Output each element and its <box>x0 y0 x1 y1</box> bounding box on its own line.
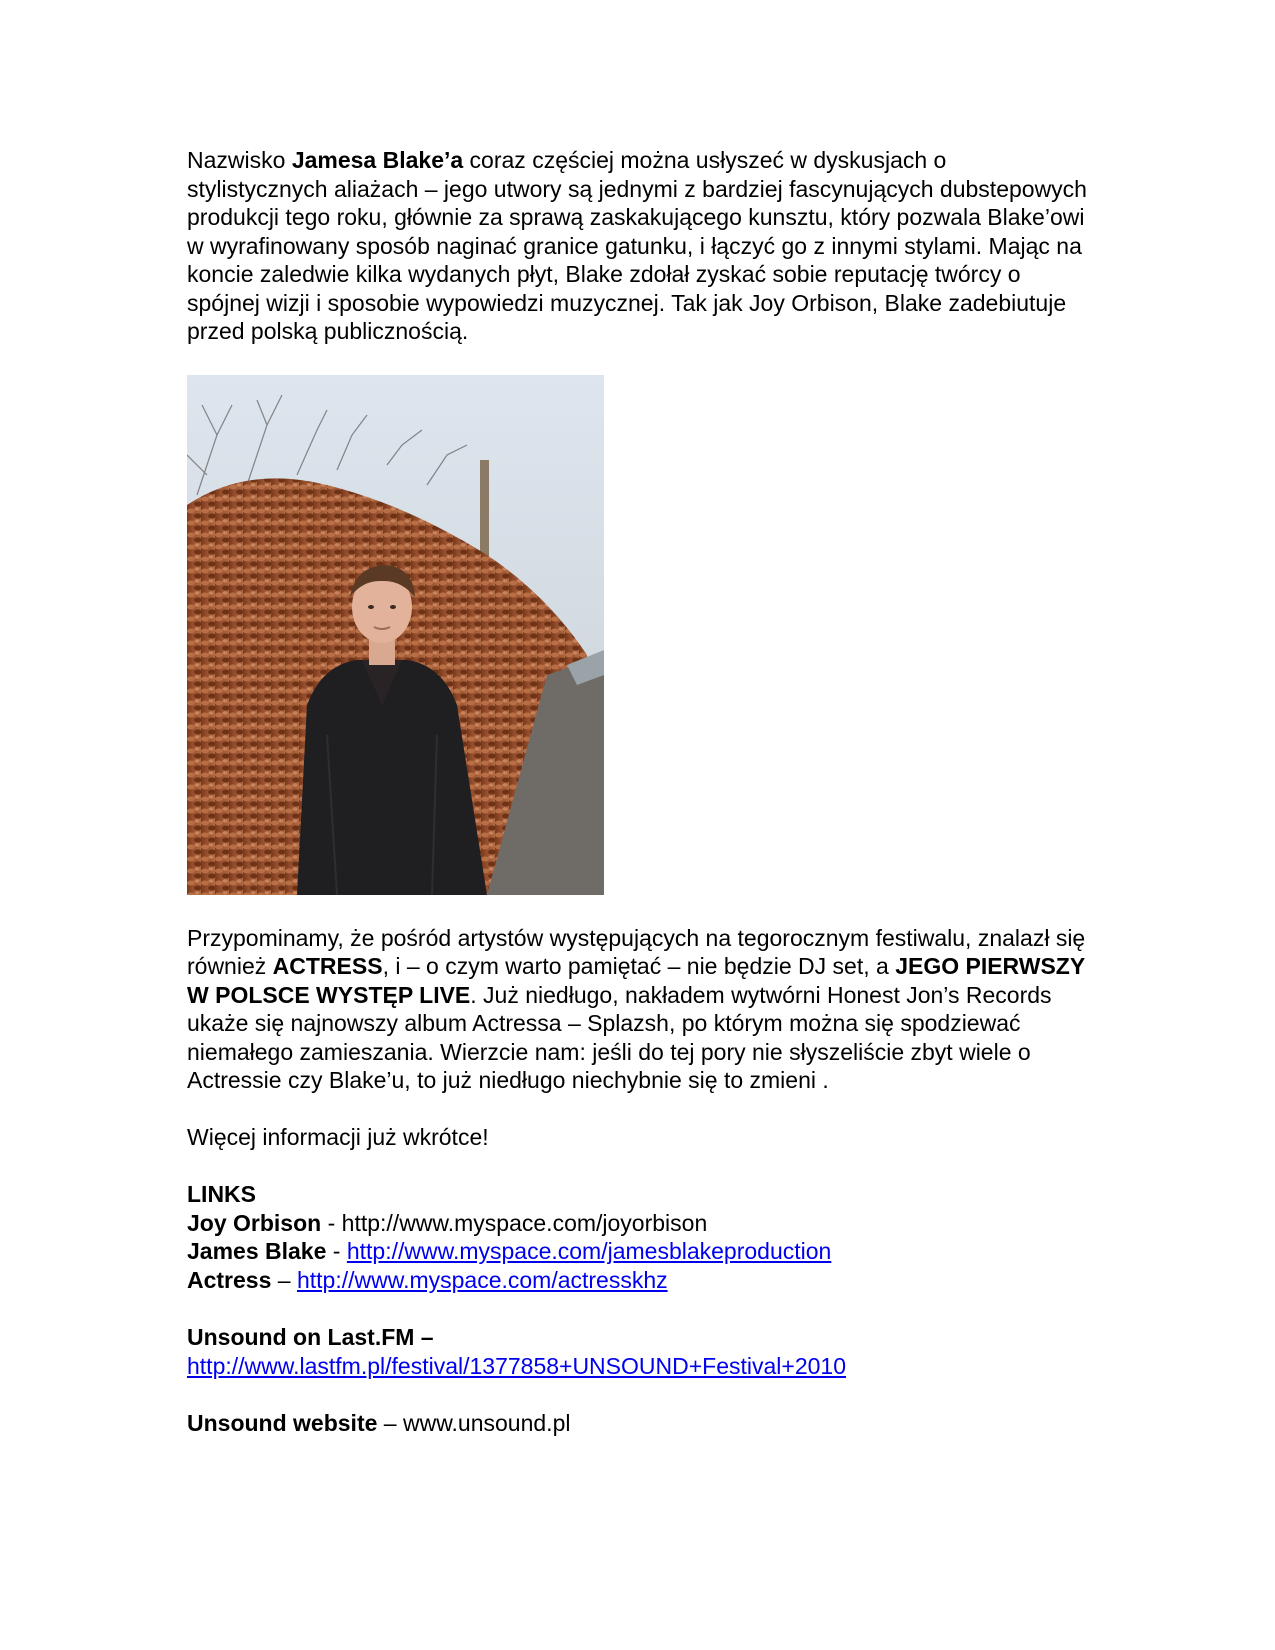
link-separator: – <box>271 1266 297 1293</box>
lastfm-link[interactable]: http://www.lastfm.pl/festival/1377858+UNSOUND+Festival+2010 <box>187 1352 847 1379</box>
link-separator: - <box>326 1238 347 1264</box>
more-info-text: Więcej informacji już wkrótce! <box>187 1123 489 1150</box>
links-heading: LINKS <box>187 1181 256 1207</box>
website-label: Unsound website <box>187 1410 378 1436</box>
link-row-actress <box>187 1266 1087 1295</box>
actress-text-3: . Już niedługo, nakładem wytwórni Honest Jon’s Records ukaże się najnowszy album Actressa – Splazsh, po którym można się spodziewać niemałego zamieszania. Wierzcie nam: jeśli do tej pory nie słyszeliście zbyt wiele o Actressie czy Blake’u, to już niedługo niechybnie się to zmieni . <box>187 981 1052 1093</box>
link-separator: - <box>321 1209 342 1236</box>
link-row-james-blake <box>187 1237 1087 1266</box>
website-row <box>187 1409 1087 1438</box>
website-url: www.unsound.pl <box>402 1410 571 1436</box>
intro-text-1: Nazwisko <box>187 147 292 173</box>
links-section <box>187 1180 1087 1294</box>
actress-text-1: Przypominamy, że pośród artystów występujących na tegorocznym festiwalu, znalazł się również <box>187 924 1086 979</box>
james-blake-link[interactable]: http://www.myspace.com/jamesblakeproduction <box>346 1238 832 1264</box>
lastfm-section <box>187 1323 1087 1380</box>
link-url-plain: http://www.myspace.com/joyorbison <box>341 1209 708 1236</box>
link-name: Actress <box>187 1266 272 1293</box>
link-row-joy-orbison <box>187 1209 1087 1238</box>
actress-paragraph <box>187 924 1087 1095</box>
actress-link[interactable]: http://www.myspace.com/actresskhz <box>296 1266 668 1293</box>
intro-artist-name: Jamesa Blake’a <box>291 147 464 173</box>
intro-paragraph <box>187 146 1087 346</box>
intro-text-2: coraz częściej można usłyszeć w dyskusjach o stylistycznych aliażach – jego utwory są jednymi z bardziej fascynujących dubstepowych produkcji tego roku, głównie za sprawą zaskakującego kunsztu, który pozwala Blake’owi w wyrafinowany sposób naginać granice gatunku, i łączyć go z innymi stylami. Mając na koncie zaledwie kilka wydanych płyt, Blake zdołał zyskać sobie reputację twórcy o spójnej wizji i sposobie wypowiedzi muzycznej. Tak jak Joy Orbison, Blake zadebiutuje przed polską publicznością. <box>187 147 1087 344</box>
link-name: James Blake <box>187 1238 327 1264</box>
website-separator: – <box>377 1410 403 1436</box>
actress-text-2: , i – o czym warto pamiętać – nie będzie DJ set, a <box>382 953 896 979</box>
link-name: Joy Orbison <box>187 1209 322 1236</box>
actress-artist-name: ACTRESS <box>272 953 383 979</box>
lastfm-label: Unsound on Last.FM – <box>187 1324 434 1350</box>
actress-live-announcement: JEGO PIERWSZY W POLSCE WYSTĘP LIVE <box>187 953 1085 1008</box>
document-page <box>187 146 1087 1438</box>
artist-photo <box>187 375 604 895</box>
artist-photo-illustration <box>187 375 604 895</box>
